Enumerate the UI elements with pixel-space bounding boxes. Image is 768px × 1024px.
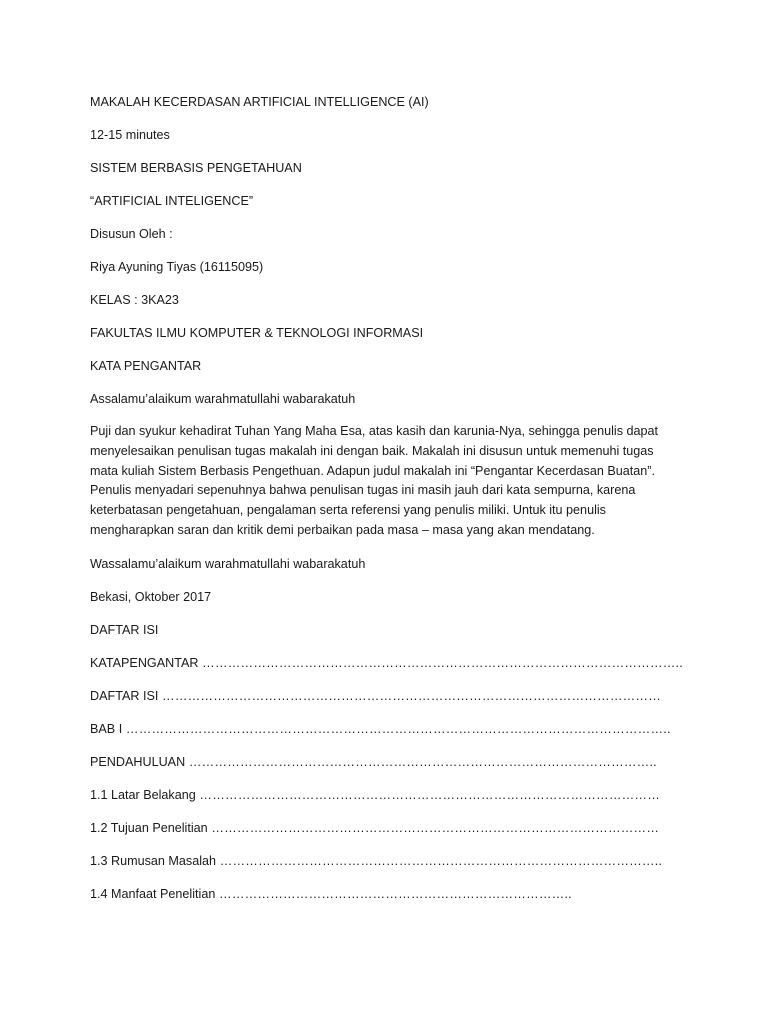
toc-entry-label: KATAPENGANTAR (90, 655, 199, 670)
toc-entry (90, 686, 670, 706)
faculty-name: FAKULTAS ILMU KOMPUTER & TEKNOLOGI INFORMASI (90, 326, 424, 340)
closing-greeting: Wassalamu’alaikum warahmatullahi wabarakatuh (90, 556, 366, 571)
greeting: Assalamu’alaikum warahmatullahi wabarakatuh (90, 392, 356, 406)
foreword-line: Penulis menyadari sepenuhnya bahwa penulisan tugas ini masih jauh dari kata sempurna, karena (90, 483, 636, 498)
toc-entry (90, 818, 670, 838)
toc-entry-leader: ……………………………………………………………………………………………… (195, 787, 661, 802)
toc-entry-label: PENDAHULUAN (90, 754, 186, 769)
author-name: Riya Ayuning Tiyas (16115095) (90, 260, 264, 274)
foreword-heading: KATA PENGANTAR (90, 359, 202, 373)
foreword-line: menyelesaikan penulisan tugas makalah ini dengan baik. Makalah ini disusun untuk memenuhi tugas (90, 443, 654, 458)
class-info: KELAS : 3KA23 (90, 293, 179, 307)
toc-entry-label: 1.1 Latar Belakang (90, 787, 196, 802)
toc-entry-leader: ……………………………………………………………………………………………….. (185, 754, 657, 769)
toc-heading: DAFTAR ISI (90, 622, 159, 637)
subject-heading: SISTEM BERBASIS PENGETAHUAN (90, 161, 302, 175)
toc-entry-label: DAFTAR ISI (90, 688, 159, 703)
toc-entry-label: BAB I (90, 721, 123, 736)
place-date: Bekasi, Oktober 2017 (90, 589, 212, 604)
toc-entry-leader: ……………………………………………………………………….. (215, 886, 572, 901)
foreword-paragraph (90, 422, 670, 541)
toc-entry (90, 785, 670, 805)
foreword-line: Puji dan syukur kehadirat Tuhan Yang Maha Esa, atas kasih dan karunia-Nya, sehingga penulis dapat (90, 424, 659, 438)
toc-entry (90, 752, 670, 772)
quoted-title: “ARTIFICIAL INTELIGENCE” (90, 194, 254, 208)
foreword-line: mata kuliah Sistem Berbasis Pengethuan. Adapun judul makalah ini “Pengantar Kecerdasan Buatan”. (90, 463, 655, 478)
prepared-by-label: Disusun Oleh : (90, 227, 173, 241)
document-body (90, 92, 683, 917)
document-title: MAKALAH KECERDASAN ARTIFICIAL INTELLIGENCE (AI) (90, 95, 429, 109)
read-time: 12-15 minutes (90, 128, 170, 142)
toc-entry (90, 851, 670, 871)
toc-entry (90, 719, 670, 739)
foreword-line: keterbatasan pengetahuan, pengalaman serta referensi yang penulis miliki. Untuk itu penulis (90, 503, 606, 518)
toc-entry-label: 1.2 Tujuan Penelitian (90, 820, 208, 835)
toc-entry (90, 884, 670, 904)
toc-entry-leader: ……………………………………………………………………………………………………………….. (122, 721, 671, 736)
toc-entry (90, 653, 683, 673)
toc-entry-label: 1.3 Rumusan Masalah (90, 853, 217, 868)
toc-entry-leader: ………………………………………………………………………………………………….. (198, 655, 683, 670)
toc-entry-leader: ………………………………………………………………………………………….. (216, 853, 663, 868)
toc-entry-leader: ……………………………………………………………………………………………………… (158, 688, 661, 703)
toc-entry-label: 1.4 Manfaat Penelitian (90, 886, 216, 901)
toc-entry-leader: …………………………………………………………………………………………… (207, 820, 660, 835)
foreword-line: mengharapkan saran dan kritik demi perbaikan pada masa – masa yang akan mendatang. (90, 522, 595, 537)
